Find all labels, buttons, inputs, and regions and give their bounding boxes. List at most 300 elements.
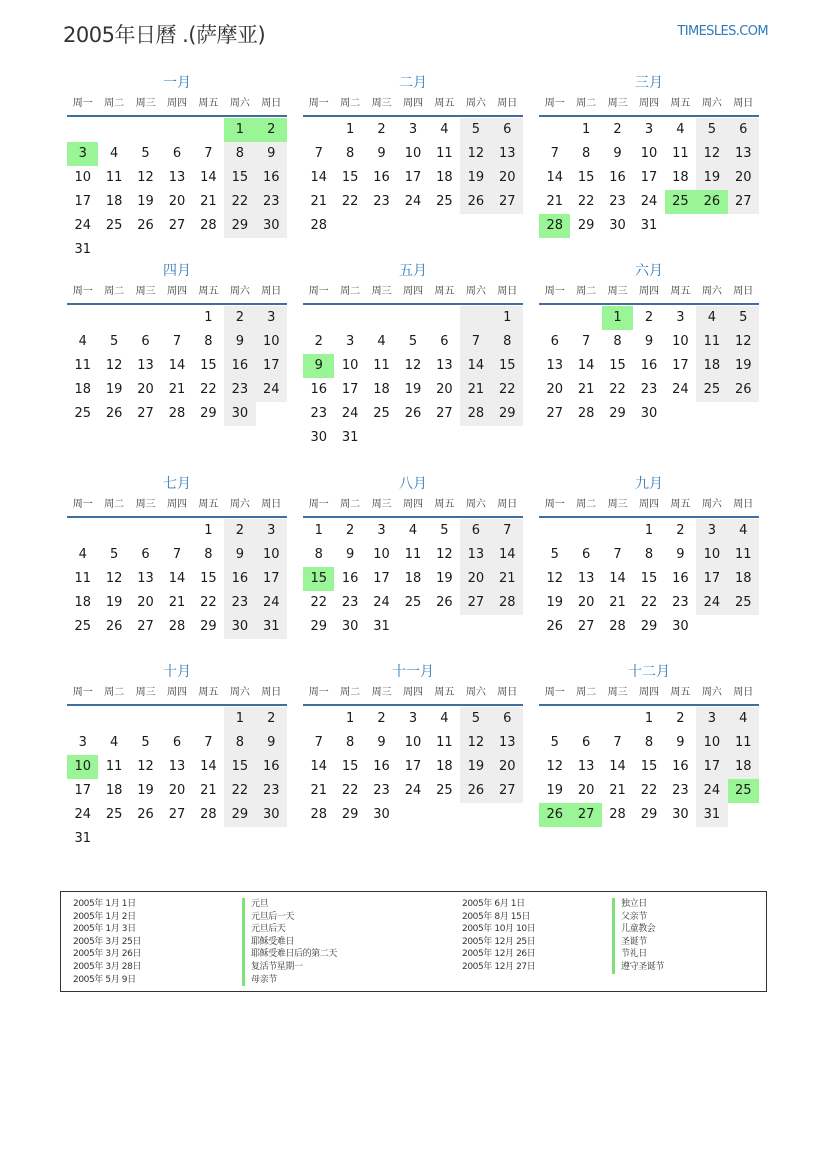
day-cell[interactable]: 27 xyxy=(460,591,491,615)
day-cell[interactable]: 2 xyxy=(224,519,255,543)
day-cell[interactable]: 25 xyxy=(728,591,759,615)
day-cell[interactable]: 11 xyxy=(105,170,123,185)
day-cell[interactable]: 15 xyxy=(224,166,255,190)
day-cell[interactable]: 19 xyxy=(105,382,123,397)
day-cell[interactable]: 2 xyxy=(676,711,685,726)
day-cell[interactable]: 18 xyxy=(74,382,91,397)
day-cell[interactable]: 26 xyxy=(460,190,491,214)
day-cell[interactable]: 23 xyxy=(672,783,689,798)
day-cell[interactable]: 6 xyxy=(492,707,523,731)
day-cell[interactable]: 16 xyxy=(341,571,359,586)
day-cell[interactable]: 11 xyxy=(728,731,759,755)
day-cell[interactable]: 16 xyxy=(256,166,287,190)
day-cell[interactable]: 31 xyxy=(696,803,727,827)
day-cell[interactable]: 8 xyxy=(204,334,213,349)
day-cell[interactable]: 25 xyxy=(74,619,91,634)
day-cell[interactable]: 4 xyxy=(676,122,685,137)
day-cell[interactable]: 4 xyxy=(440,122,449,137)
day-cell[interactable]: 5 xyxy=(696,118,727,142)
day-cell[interactable]: 16 xyxy=(224,567,255,591)
day-cell[interactable]: 2 xyxy=(345,523,355,538)
day-cell[interactable]: 23 xyxy=(373,783,390,798)
day-cell[interactable]: 20 xyxy=(168,783,186,798)
day-cell[interactable]: 10 xyxy=(256,330,287,354)
day-cell[interactable]: 30 xyxy=(672,619,689,634)
day-cell[interactable]: 12 xyxy=(546,571,563,586)
day-cell[interactable]: 18 xyxy=(672,170,689,185)
day-cell[interactable]: 4 xyxy=(696,306,727,330)
day-cell[interactable]: 11 xyxy=(436,735,453,750)
day-cell[interactable]: 23 xyxy=(640,382,658,397)
day-cell[interactable]: 1 xyxy=(492,306,523,330)
day-cell[interactable]: 26 xyxy=(546,619,563,634)
day-cell[interactable]: 26 xyxy=(137,807,154,822)
day-cell[interactable]: 13 xyxy=(492,142,523,166)
day-cell[interactable]: 4 xyxy=(728,519,759,543)
day-cell[interactable]: 9 xyxy=(224,543,255,567)
day-cell[interactable]: 14 xyxy=(460,354,491,378)
day-cell[interactable]: 4 xyxy=(408,523,418,538)
day-cell[interactable]: 24 xyxy=(696,591,727,615)
day-cell[interactable]: 7 xyxy=(492,519,523,543)
day-cell[interactable]: 2 xyxy=(256,707,287,731)
holiday-day-cell[interactable]: 2 xyxy=(256,118,287,142)
day-cell[interactable]: 6 xyxy=(141,334,150,349)
day-cell[interactable]: 14 xyxy=(609,759,626,774)
day-cell[interactable]: 9 xyxy=(644,334,654,349)
day-cell[interactable]: 24 xyxy=(256,378,287,402)
day-cell[interactable]: 8 xyxy=(581,146,591,161)
day-cell[interactable]: 29 xyxy=(200,619,217,634)
day-cell[interactable]: 16 xyxy=(672,571,689,586)
day-cell[interactable]: 21 xyxy=(310,783,327,798)
day-cell[interactable]: 4 xyxy=(78,547,87,562)
day-cell[interactable]: 29 xyxy=(224,803,255,827)
day-cell[interactable]: 24 xyxy=(672,382,689,397)
day-cell[interactable]: 11 xyxy=(74,358,91,373)
day-cell[interactable]: 17 xyxy=(373,571,390,586)
day-cell[interactable]: 15 xyxy=(492,354,523,378)
day-cell[interactable]: 22 xyxy=(640,783,658,798)
day-cell[interactable]: 20 xyxy=(728,166,759,190)
day-cell[interactable]: 6 xyxy=(172,735,182,750)
day-cell[interactable]: 13 xyxy=(436,358,453,373)
day-cell[interactable]: 13 xyxy=(577,759,595,774)
day-cell[interactable]: 27 xyxy=(168,807,186,822)
day-cell[interactable]: 18 xyxy=(728,567,759,591)
day-cell[interactable]: 1 xyxy=(224,707,255,731)
day-cell[interactable]: 18 xyxy=(728,755,759,779)
day-cell[interactable]: 4 xyxy=(440,711,449,726)
day-cell[interactable]: 24 xyxy=(404,783,422,798)
day-cell[interactable]: 9 xyxy=(377,146,386,161)
day-cell[interactable]: 24 xyxy=(640,194,658,209)
day-cell[interactable]: 1 xyxy=(314,523,323,538)
day-cell[interactable]: 23 xyxy=(224,591,255,615)
day-cell[interactable]: 28 xyxy=(200,218,217,233)
day-cell[interactable]: 5 xyxy=(550,547,559,562)
day-cell[interactable]: 12 xyxy=(696,142,727,166)
day-cell[interactable]: 2 xyxy=(613,122,622,137)
day-cell[interactable]: 21 xyxy=(168,382,186,397)
holiday-day-cell[interactable]: 26 xyxy=(539,803,570,827)
day-cell[interactable]: 31 xyxy=(74,831,91,846)
day-cell[interactable]: 16 xyxy=(672,759,689,774)
day-cell[interactable]: 15 xyxy=(341,759,359,774)
day-cell[interactable]: 2 xyxy=(676,523,685,538)
day-cell[interactable]: 30 xyxy=(256,803,287,827)
day-cell[interactable]: 22 xyxy=(609,382,626,397)
day-cell[interactable]: 8 xyxy=(345,735,355,750)
day-cell[interactable]: 7 xyxy=(314,735,323,750)
day-cell[interactable]: 17 xyxy=(404,170,422,185)
day-cell[interactable]: 5 xyxy=(109,547,119,562)
day-cell[interactable]: 10 xyxy=(696,731,727,755)
day-cell[interactable]: 12 xyxy=(728,330,759,354)
day-cell[interactable]: 17 xyxy=(341,382,359,397)
day-cell[interactable]: 2 xyxy=(644,310,654,325)
holiday-day-cell[interactable]: 25 xyxy=(728,779,759,803)
day-cell[interactable]: 14 xyxy=(200,759,217,774)
day-cell[interactable]: 23 xyxy=(256,190,287,214)
day-cell[interactable]: 2 xyxy=(224,306,255,330)
day-cell[interactable]: 16 xyxy=(373,759,390,774)
day-cell[interactable]: 10 xyxy=(404,146,422,161)
day-cell[interactable]: 20 xyxy=(492,166,523,190)
day-cell[interactable]: 3 xyxy=(408,122,418,137)
day-cell[interactable]: 7 xyxy=(204,146,213,161)
day-cell[interactable]: 17 xyxy=(404,759,422,774)
day-cell[interactable]: 1 xyxy=(644,523,654,538)
day-cell[interactable]: 6 xyxy=(581,735,591,750)
day-cell[interactable]: 27 xyxy=(577,619,595,634)
holiday-day-cell[interactable]: 1 xyxy=(602,306,633,330)
day-cell[interactable]: 29 xyxy=(492,402,523,426)
day-cell[interactable]: 23 xyxy=(672,595,689,610)
day-cell[interactable]: 21 xyxy=(609,783,626,798)
day-cell[interactable]: 21 xyxy=(200,783,217,798)
day-cell[interactable]: 4 xyxy=(109,735,119,750)
day-cell[interactable]: 23 xyxy=(310,406,327,421)
day-cell[interactable]: 17 xyxy=(696,755,727,779)
day-cell[interactable]: 21 xyxy=(310,194,327,209)
day-cell[interactable]: 28 xyxy=(168,406,186,421)
day-cell[interactable]: 24 xyxy=(373,595,390,610)
holiday-day-cell[interactable]: 25 xyxy=(665,190,696,214)
day-cell[interactable]: 30 xyxy=(672,807,689,822)
day-cell[interactable]: 19 xyxy=(137,194,154,209)
day-cell[interactable]: 12 xyxy=(460,142,491,166)
day-cell[interactable]: 3 xyxy=(408,711,418,726)
day-cell[interactable]: 12 xyxy=(137,170,154,185)
day-cell[interactable]: 13 xyxy=(168,170,186,185)
day-cell[interactable]: 12 xyxy=(460,731,491,755)
day-cell[interactable]: 16 xyxy=(640,358,658,373)
day-cell[interactable]: 1 xyxy=(204,310,213,325)
holiday-day-cell[interactable]: 3 xyxy=(67,142,98,166)
day-cell[interactable]: 20 xyxy=(460,567,491,591)
day-cell[interactable]: 18 xyxy=(696,354,727,378)
day-cell[interactable]: 15 xyxy=(341,170,359,185)
day-cell[interactable]: 31 xyxy=(74,242,91,257)
day-cell[interactable]: 22 xyxy=(310,595,327,610)
day-cell[interactable]: 13 xyxy=(577,571,595,586)
day-cell[interactable]: 13 xyxy=(168,759,186,774)
day-cell[interactable]: 12 xyxy=(137,759,154,774)
day-cell[interactable]: 22 xyxy=(577,194,595,209)
day-cell[interactable]: 7 xyxy=(613,547,622,562)
day-cell[interactable]: 13 xyxy=(137,358,154,373)
day-cell[interactable]: 15 xyxy=(200,571,217,586)
day-cell[interactable]: 7 xyxy=(172,547,182,562)
day-cell[interactable]: 30 xyxy=(640,406,658,421)
day-cell[interactable]: 16 xyxy=(609,170,626,185)
day-cell[interactable]: 28 xyxy=(492,591,523,615)
day-cell[interactable]: 8 xyxy=(644,547,654,562)
day-cell[interactable]: 2 xyxy=(314,334,323,349)
day-cell[interactable]: 12 xyxy=(404,358,422,373)
day-cell[interactable]: 15 xyxy=(609,358,626,373)
day-cell[interactable]: 26 xyxy=(404,406,422,421)
day-cell[interactable]: 11 xyxy=(74,571,91,586)
day-cell[interactable]: 10 xyxy=(640,146,658,161)
day-cell[interactable]: 25 xyxy=(696,378,727,402)
day-cell[interactable]: 17 xyxy=(256,567,287,591)
day-cell[interactable]: 9 xyxy=(676,547,685,562)
day-cell[interactable]: 28 xyxy=(310,218,327,233)
day-cell[interactable]: 9 xyxy=(345,547,355,562)
day-cell[interactable]: 3 xyxy=(256,519,287,543)
holiday-day-cell[interactable]: 26 xyxy=(696,190,727,214)
day-cell[interactable]: 12 xyxy=(546,759,563,774)
day-cell[interactable]: 12 xyxy=(105,358,123,373)
day-cell[interactable]: 22 xyxy=(224,190,255,214)
day-cell[interactable]: 18 xyxy=(436,759,453,774)
day-cell[interactable]: 3 xyxy=(345,334,355,349)
day-cell[interactable]: 7 xyxy=(460,330,491,354)
day-cell[interactable]: 13 xyxy=(460,543,491,567)
day-cell[interactable]: 25 xyxy=(436,783,453,798)
day-cell[interactable]: 7 xyxy=(204,735,213,750)
day-cell[interactable]: 21 xyxy=(492,567,523,591)
day-cell[interactable]: 3 xyxy=(644,122,654,137)
day-cell[interactable]: 14 xyxy=(168,358,186,373)
day-cell[interactable]: 28 xyxy=(577,406,595,421)
day-cell[interactable]: 22 xyxy=(640,595,658,610)
holiday-day-cell[interactable]: 27 xyxy=(570,803,601,827)
day-cell[interactable]: 21 xyxy=(200,194,217,209)
day-cell[interactable]: 1 xyxy=(204,523,213,538)
brand-link[interactable]: TIMESLES.COM xyxy=(677,24,768,39)
day-cell[interactable]: 5 xyxy=(141,735,150,750)
day-cell[interactable]: 15 xyxy=(640,571,658,586)
day-cell[interactable]: 8 xyxy=(224,731,255,755)
day-cell[interactable]: 15 xyxy=(224,755,255,779)
day-cell[interactable]: 26 xyxy=(137,218,154,233)
day-cell[interactable]: 31 xyxy=(341,430,359,445)
day-cell[interactable]: 13 xyxy=(728,142,759,166)
day-cell[interactable]: 13 xyxy=(137,571,154,586)
day-cell[interactable]: 30 xyxy=(310,430,327,445)
day-cell[interactable]: 14 xyxy=(168,571,186,586)
day-cell[interactable]: 1 xyxy=(345,711,355,726)
day-cell[interactable]: 19 xyxy=(105,595,123,610)
day-cell[interactable]: 13 xyxy=(546,358,563,373)
day-cell[interactable]: 10 xyxy=(404,735,422,750)
day-cell[interactable]: 5 xyxy=(440,523,449,538)
day-cell[interactable]: 16 xyxy=(310,382,327,397)
day-cell[interactable]: 23 xyxy=(609,194,626,209)
day-cell[interactable]: 22 xyxy=(341,194,359,209)
day-cell[interactable]: 30 xyxy=(373,807,390,822)
day-cell[interactable]: 20 xyxy=(168,194,186,209)
day-cell[interactable]: 11 xyxy=(373,358,390,373)
day-cell[interactable]: 19 xyxy=(728,354,759,378)
holiday-day-cell[interactable]: 15 xyxy=(303,567,334,591)
day-cell[interactable]: 17 xyxy=(640,170,658,185)
day-cell[interactable]: 17 xyxy=(74,194,91,209)
day-cell[interactable]: 25 xyxy=(436,194,453,209)
day-cell[interactable]: 11 xyxy=(728,543,759,567)
day-cell[interactable]: 10 xyxy=(373,547,390,562)
day-cell[interactable]: 25 xyxy=(105,218,123,233)
day-cell[interactable]: 14 xyxy=(310,170,327,185)
day-cell[interactable]: 22 xyxy=(200,595,217,610)
day-cell[interactable]: 14 xyxy=(200,170,217,185)
day-cell[interactable]: 17 xyxy=(256,354,287,378)
day-cell[interactable]: 19 xyxy=(460,166,491,190)
day-cell[interactable]: 17 xyxy=(672,358,689,373)
day-cell[interactable]: 26 xyxy=(460,779,491,803)
day-cell[interactable]: 4 xyxy=(78,334,87,349)
day-cell[interactable]: 18 xyxy=(105,194,123,209)
holiday-day-cell[interactable]: 10 xyxy=(67,755,98,779)
day-cell[interactable]: 22 xyxy=(200,382,217,397)
day-cell[interactable]: 30 xyxy=(256,214,287,238)
day-cell[interactable]: 29 xyxy=(577,218,595,233)
day-cell[interactable]: 20 xyxy=(492,755,523,779)
day-cell[interactable]: 25 xyxy=(74,406,91,421)
day-cell[interactable]: 7 xyxy=(172,334,182,349)
day-cell[interactable]: 5 xyxy=(460,707,491,731)
day-cell[interactable]: 23 xyxy=(256,779,287,803)
day-cell[interactable]: 28 xyxy=(609,619,626,634)
day-cell[interactable]: 1 xyxy=(345,122,355,137)
day-cell[interactable]: 10 xyxy=(696,543,727,567)
day-cell[interactable]: 13 xyxy=(492,731,523,755)
day-cell[interactable]: 29 xyxy=(640,807,658,822)
day-cell[interactable]: 8 xyxy=(345,146,355,161)
day-cell[interactable]: 6 xyxy=(460,519,491,543)
day-cell[interactable]: 14 xyxy=(546,170,563,185)
day-cell[interactable]: 18 xyxy=(436,170,453,185)
day-cell[interactable]: 25 xyxy=(404,595,422,610)
day-cell[interactable]: 1 xyxy=(581,122,591,137)
day-cell[interactable]: 24 xyxy=(404,194,422,209)
day-cell[interactable]: 14 xyxy=(609,571,626,586)
day-cell[interactable]: 3 xyxy=(377,523,386,538)
day-cell[interactable]: 10 xyxy=(74,170,91,185)
day-cell[interactable]: 19 xyxy=(404,382,422,397)
day-cell[interactable]: 19 xyxy=(137,783,154,798)
day-cell[interactable]: 3 xyxy=(256,306,287,330)
day-cell[interactable]: 27 xyxy=(492,779,523,803)
day-cell[interactable]: 6 xyxy=(550,334,559,349)
day-cell[interactable]: 2 xyxy=(377,122,386,137)
day-cell[interactable]: 22 xyxy=(492,378,523,402)
day-cell[interactable]: 17 xyxy=(74,783,91,798)
day-cell[interactable]: 20 xyxy=(137,382,154,397)
day-cell[interactable]: 11 xyxy=(436,146,453,161)
day-cell[interactable]: 20 xyxy=(577,595,595,610)
day-cell[interactable]: 20 xyxy=(436,382,453,397)
day-cell[interactable]: 10 xyxy=(672,334,689,349)
day-cell[interactable]: 5 xyxy=(460,118,491,142)
day-cell[interactable]: 28 xyxy=(460,402,491,426)
day-cell[interactable]: 6 xyxy=(172,146,182,161)
day-cell[interactable]: 27 xyxy=(492,190,523,214)
day-cell[interactable]: 17 xyxy=(696,567,727,591)
day-cell[interactable]: 27 xyxy=(728,190,759,214)
day-cell[interactable]: 24 xyxy=(696,779,727,803)
day-cell[interactable]: 25 xyxy=(105,807,123,822)
day-cell[interactable]: 3 xyxy=(676,310,685,325)
day-cell[interactable]: 19 xyxy=(546,595,563,610)
day-cell[interactable]: 30 xyxy=(609,218,626,233)
day-cell[interactable]: 7 xyxy=(581,334,591,349)
day-cell[interactable]: 16 xyxy=(256,755,287,779)
day-cell[interactable]: 5 xyxy=(141,146,150,161)
day-cell[interactable]: 9 xyxy=(256,142,287,166)
day-cell[interactable]: 18 xyxy=(404,571,422,586)
day-cell[interactable]: 23 xyxy=(224,378,255,402)
day-cell[interactable]: 11 xyxy=(105,759,123,774)
day-cell[interactable]: 12 xyxy=(436,547,453,562)
day-cell[interactable]: 29 xyxy=(310,619,327,634)
day-cell[interactable]: 24 xyxy=(74,218,91,233)
day-cell[interactable]: 31 xyxy=(640,218,658,233)
day-cell[interactable]: 10 xyxy=(341,358,359,373)
day-cell[interactable]: 27 xyxy=(137,406,154,421)
day-cell[interactable]: 30 xyxy=(341,619,359,634)
day-cell[interactable]: 23 xyxy=(341,595,359,610)
day-cell[interactable]: 19 xyxy=(460,755,491,779)
day-cell[interactable]: 14 xyxy=(492,543,523,567)
day-cell[interactable]: 18 xyxy=(373,382,390,397)
day-cell[interactable]: 12 xyxy=(105,571,123,586)
day-cell[interactable]: 7 xyxy=(314,146,323,161)
day-cell[interactable]: 28 xyxy=(200,807,217,822)
day-cell[interactable]: 20 xyxy=(137,595,154,610)
day-cell[interactable]: 9 xyxy=(676,735,685,750)
day-cell[interactable]: 3 xyxy=(78,735,87,750)
day-cell[interactable]: 9 xyxy=(377,735,386,750)
day-cell[interactable]: 28 xyxy=(609,807,626,822)
day-cell[interactable]: 22 xyxy=(224,779,255,803)
day-cell[interactable]: 15 xyxy=(200,358,217,373)
day-cell[interactable]: 21 xyxy=(546,194,563,209)
day-cell[interactable]: 6 xyxy=(492,118,523,142)
day-cell[interactable]: 31 xyxy=(373,619,390,634)
day-cell[interactable]: 15 xyxy=(577,170,595,185)
day-cell[interactable]: 18 xyxy=(74,595,91,610)
day-cell[interactable]: 8 xyxy=(644,735,654,750)
day-cell[interactable]: 19 xyxy=(696,166,727,190)
day-cell[interactable]: 27 xyxy=(137,619,154,634)
day-cell[interactable]: 9 xyxy=(224,330,255,354)
day-cell[interactable]: 30 xyxy=(224,402,255,426)
day-cell[interactable]: 5 xyxy=(109,334,119,349)
